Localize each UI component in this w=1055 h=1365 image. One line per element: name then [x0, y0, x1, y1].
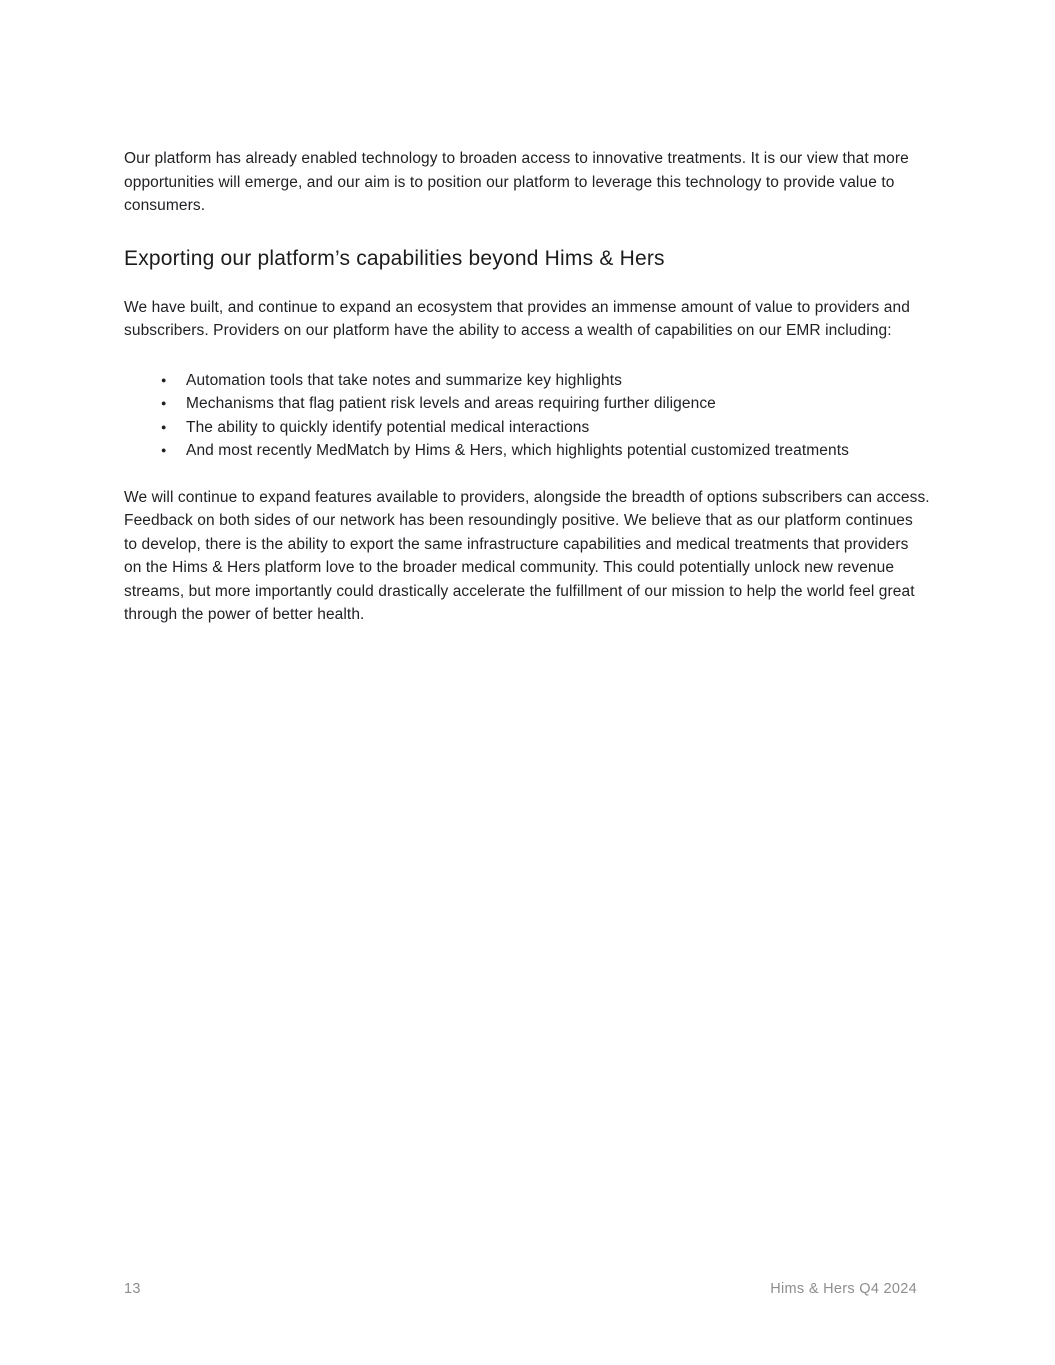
bullet-icon	[161, 369, 167, 393]
ecosystem-paragraph: We have built, and continue to expand an ecosystem that provides an immense amount of value to providers and subscribers. Providers on our platform have the ability to access a wealth of capabilities on our EMR including:	[124, 298, 910, 339]
capabilities-list	[124, 369, 930, 463]
list-item-text: Automation tools that take notes and summarize key highlights	[186, 371, 623, 389]
list-item	[124, 369, 930, 393]
page-content	[124, 147, 930, 627]
list-item-text: Mechanisms that flag patient risk levels and areas requiring further diligence	[186, 395, 716, 412]
bullet-icon	[161, 439, 167, 463]
section-heading: Exporting our platform’s capabilities beyond Hims & Hers	[124, 246, 665, 270]
list-item-text: And most recently MedMatch by Hims & Hers, which highlights potential customized treatments	[186, 442, 849, 459]
intro-paragraph: Our platform has already enabled technology to broaden access to innovative treatments. It is our view that more opportunities will emerge, and our aim is to position our platform to leverage this technology to provide value to consumers.	[124, 150, 909, 214]
page-footer	[124, 1281, 917, 1297]
expansion-paragraph: We will continue to expand features available to providers, alongside the breadth of options subscribers can access. Feedback on both sides of our network has been resoundingly positive. We believe that as our platform continues to develop, there is the ability to export the same infrastructure capabilities and medical treatments that providers on the Hims & Hers platform love to the broader medical community. This could potentially unlock new revenue streams, but more importantly could drastically accelerate the fulfillment of our mission to help the world feel great through the power of better health.	[124, 488, 930, 623]
page-number: 13	[124, 1281, 141, 1297]
list-item	[124, 416, 930, 440]
bullet-icon	[161, 416, 167, 440]
list-item	[124, 439, 930, 463]
list-item-text: The ability to quickly identify potential medical interactions	[186, 418, 590, 436]
document-label: Hims & Hers Q4 2024	[770, 1281, 917, 1297]
list-item	[124, 392, 930, 416]
bullet-icon	[161, 392, 167, 416]
